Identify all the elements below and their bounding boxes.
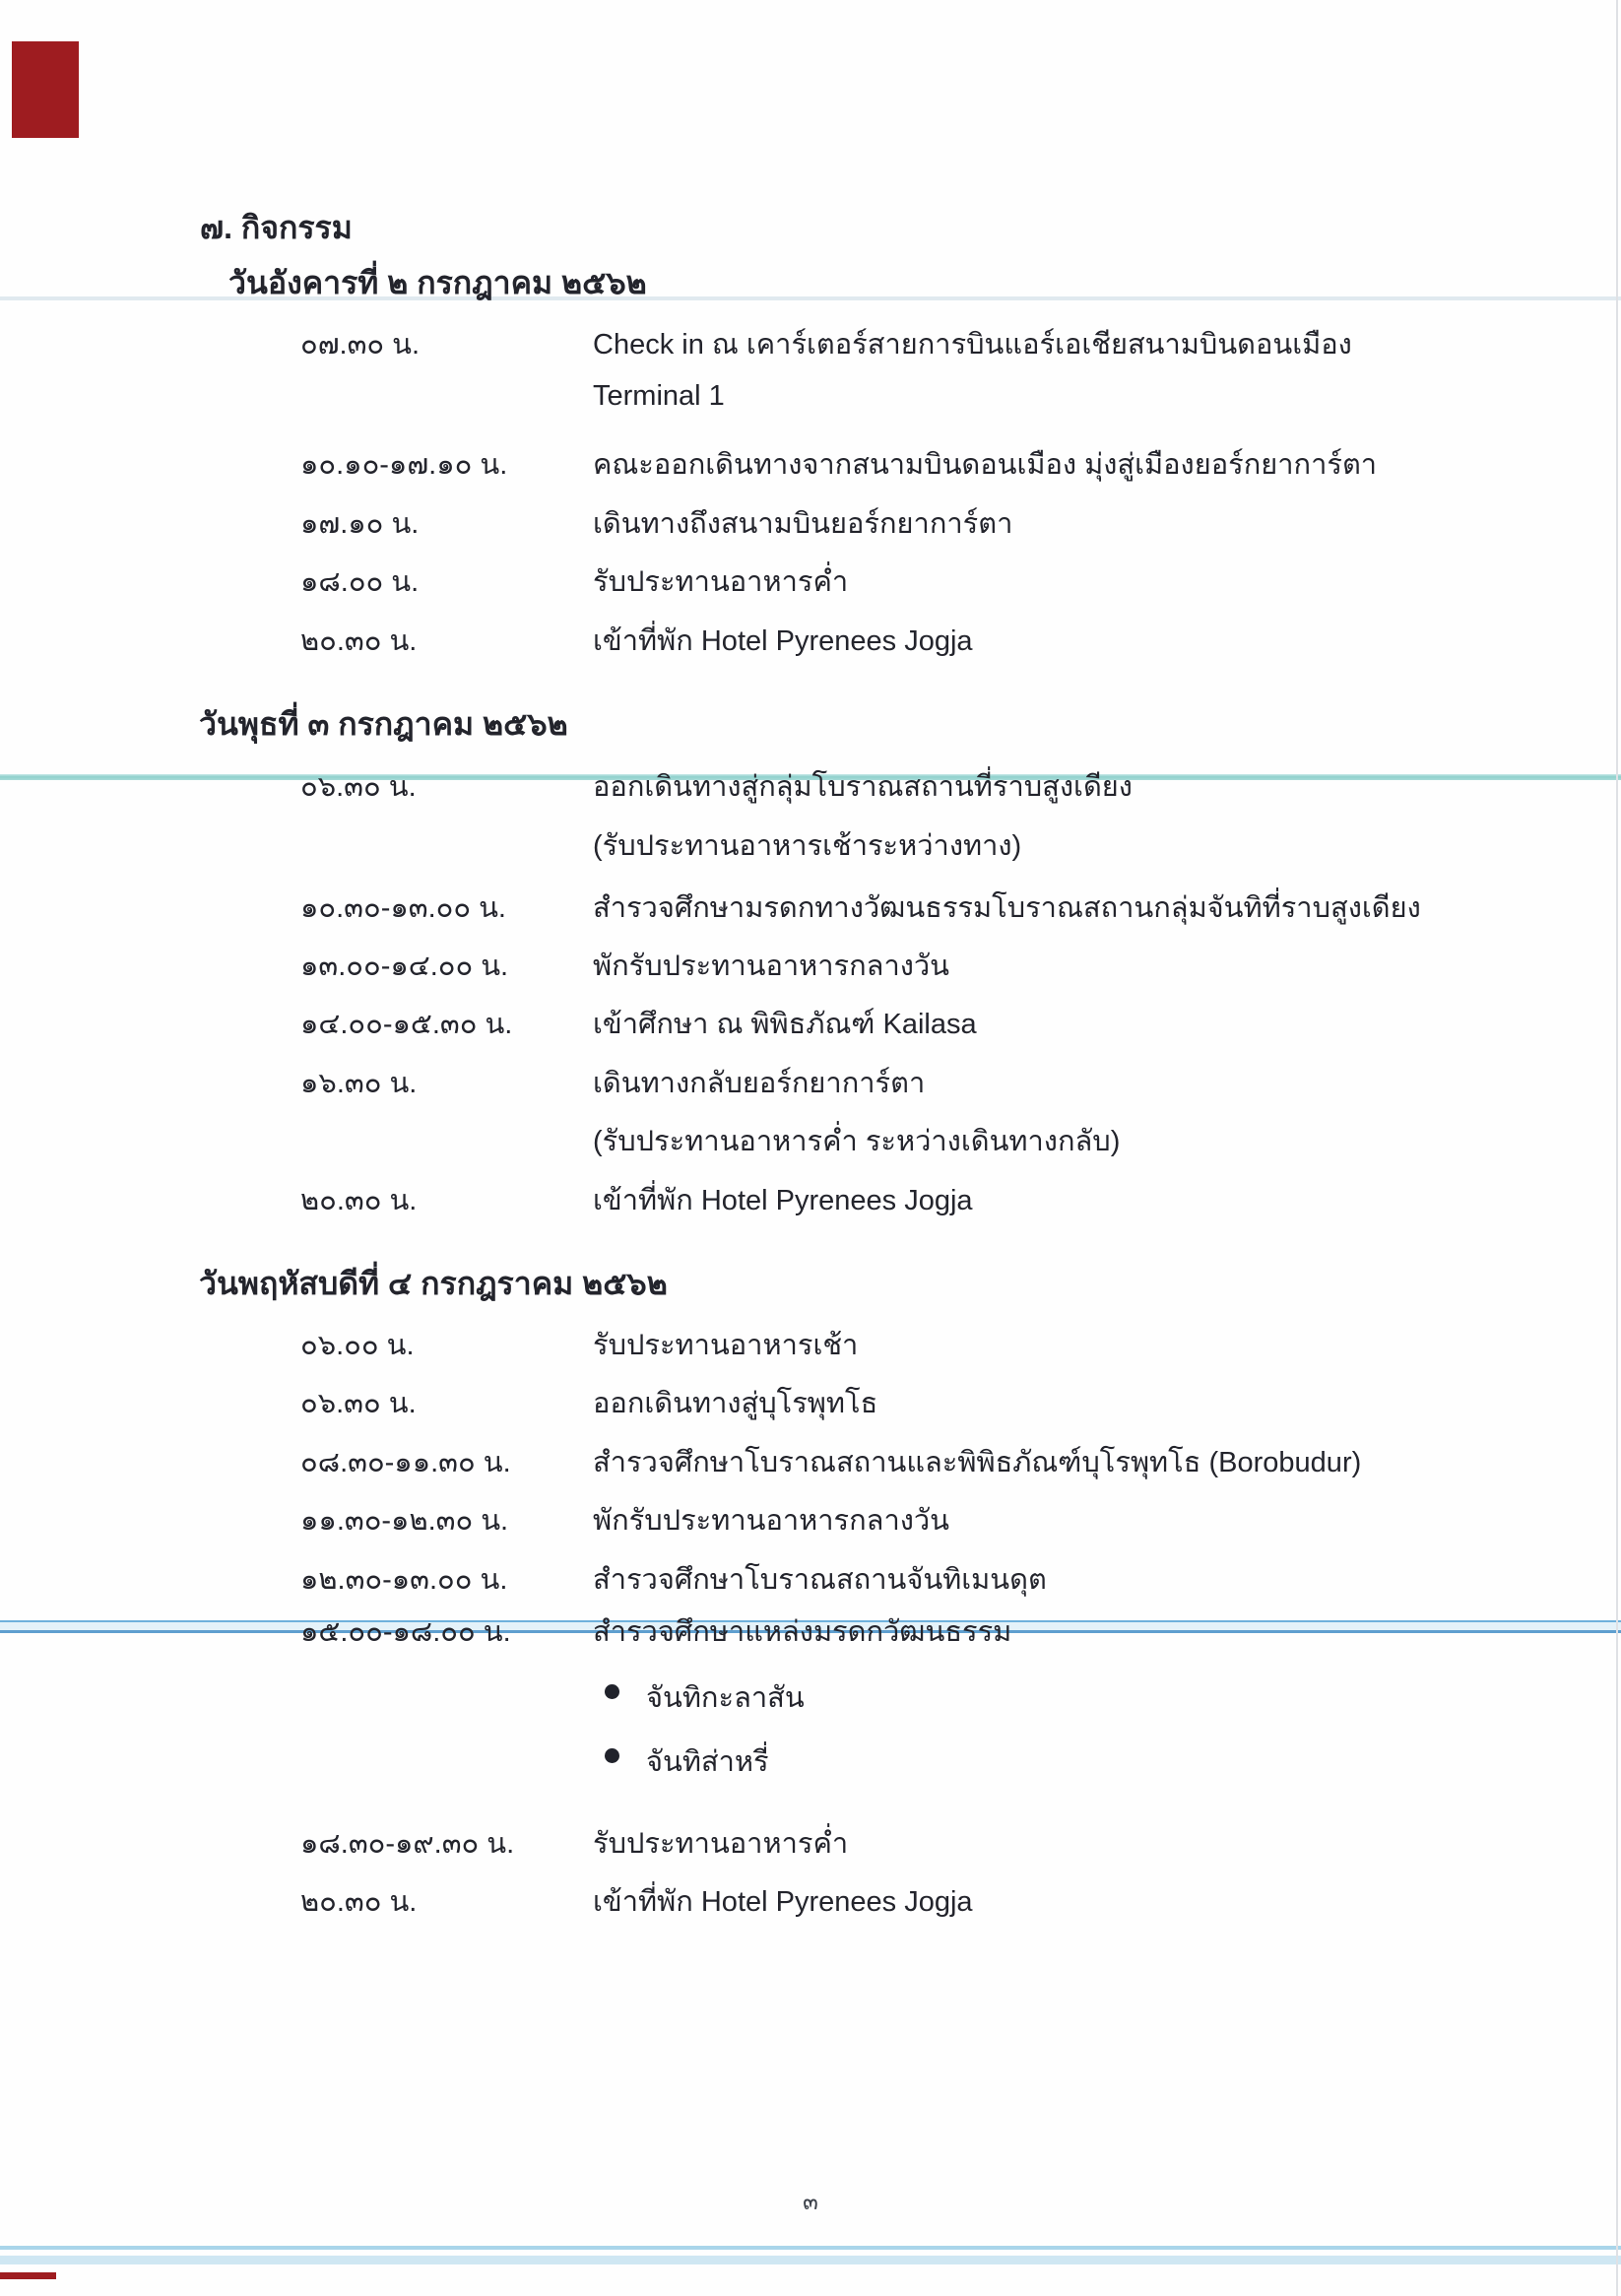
- schedule-row: [0, 822, 1621, 864]
- activity-text: รับประทานอาหารค่ำ: [593, 1828, 849, 1860]
- page-number: ๓: [803, 2189, 818, 2214]
- activity-text: เดินทางถึงสนามบินยอร์กยาการ์ตา: [593, 508, 1013, 540]
- bullet-dot-icon: [605, 1748, 619, 1763]
- time-label: ๑๖.๓๐ น.: [300, 1068, 418, 1099]
- time-label: ๐๖.๐๐ น.: [300, 1330, 415, 1361]
- schedule-row: [0, 943, 1621, 984]
- activity-text: สำรวจศึกษาโบราณสถานและพิพิธภัณฑ์บุโรพุทโธ (Borobudur): [593, 1447, 1362, 1478]
- time-label: ๑๕.๐๐-๑๘.๐๐ น.: [300, 1616, 511, 1648]
- schedule-row: [0, 1322, 1621, 1363]
- activity-text: เดินทางกลับยอร์กยาการ์ตา: [593, 1068, 926, 1099]
- bottom-scan-line-1: [0, 2246, 1621, 2250]
- activity-text: เข้าที่พัก Hotel Pyrenees Jogja: [593, 1886, 973, 1918]
- red-scan-mark: [12, 41, 79, 138]
- time-label: ๐๗.๓๐ น.: [300, 329, 421, 361]
- schedule-row: [0, 500, 1621, 542]
- schedule-row: [0, 1118, 1621, 1159]
- bullet-list-item: [0, 1738, 1621, 1780]
- day-header-tuesday: วันอังคารที่ ๒ กรกฎาคม ๒๕๖๒: [228, 265, 647, 300]
- activity-text: (รับประทานอาหารค่ำ ระหว่างเดินทางกลับ): [593, 1126, 1121, 1157]
- time-label: ๑๘.๐๐ น.: [300, 566, 420, 598]
- time-label: ๒๐.๓๐ น.: [300, 625, 418, 657]
- activity-text: เข้าศึกษา ณ พิพิธภัณฑ์ Kailasa: [593, 1009, 977, 1040]
- activity-text: รับประทานอาหารเช้า: [593, 1330, 859, 1361]
- schedule-row: [0, 1380, 1621, 1421]
- bullet-item-text: จันทิกะลาสัน: [646, 1682, 805, 1714]
- bullet-list-item: [0, 1674, 1621, 1716]
- activity-text: พักรับประทานอาหารกลางวัน: [593, 1505, 950, 1537]
- schedule-row: [0, 321, 1621, 362]
- time-label: ๐๖.๓๐ น.: [300, 771, 417, 803]
- activity-text: (รับประทานอาหารเช้าระหว่างทาง): [593, 830, 1022, 862]
- bottom-red-scan-mark: [0, 2272, 56, 2279]
- bullet-dot-icon: [605, 1684, 619, 1699]
- activity-text: พักรับประทานอาหารกลางวัน: [593, 951, 950, 982]
- time-label: ๑๐.๓๐-๑๓.๐๐ น.: [300, 892, 506, 924]
- schedule-row: [0, 1878, 1621, 1920]
- day-header-thursday: วันพฤหัสบดีที่ ๔ กรกฎราคม ๒๕๖๒: [199, 1266, 668, 1301]
- time-label: ๒๐.๓๐ น.: [300, 1185, 418, 1216]
- schedule-row: [0, 1497, 1621, 1539]
- schedule-row: [0, 1177, 1621, 1218]
- activity-text: ออกเดินทางสู่กลุ่มโบราณสถานที่ราบสูงเดียง: [593, 771, 1133, 803]
- schedule-row: [0, 1556, 1621, 1598]
- activity-text: เข้าที่พัก Hotel Pyrenees Jogja: [593, 625, 973, 657]
- activity-text: รับประทานอาหารค่ำ: [593, 566, 849, 598]
- time-label: ๐๖.๓๐ น.: [300, 1388, 417, 1419]
- activity-text: Terminal 1: [593, 380, 725, 412]
- time-label: ๑๗.๑๐ น.: [300, 508, 420, 540]
- time-label: ๑๘.๓๐-๑๙.๓๐ น.: [300, 1828, 515, 1860]
- schedule-row: [0, 763, 1621, 805]
- schedule-row: [0, 380, 1621, 422]
- time-label: ๑๓.๐๐-๑๔.๐๐ น.: [300, 951, 509, 982]
- activity-text: เข้าที่พัก Hotel Pyrenees Jogja: [593, 1185, 973, 1216]
- time-label: ๑๐.๑๐-๑๗.๑๐ น.: [300, 449, 508, 481]
- time-label: ๐๘.๓๐-๑๑.๓๐ น.: [300, 1447, 511, 1478]
- schedule-row: [0, 1820, 1621, 1862]
- section-heading: ๗. กิจกรรม: [200, 210, 353, 245]
- schedule-row: [0, 441, 1621, 483]
- bullet-item-text: จันทิส่าหรี่: [646, 1746, 769, 1778]
- time-label: ๑๔.๐๐-๑๕.๓๐ น.: [300, 1009, 513, 1040]
- activity-text: สำรวจศึกษาโบราณสถานจันทิเมนดุต: [593, 1564, 1047, 1596]
- schedule-row: [0, 618, 1621, 659]
- time-label: ๑๑.๓๐-๑๒.๓๐ น.: [300, 1505, 509, 1537]
- activity-text: คณะออกเดินทางจากสนามบินดอนเมือง มุ่งสู่เมืองยอร์กยาการ์ตา: [593, 449, 1378, 481]
- activity-text: สำรวจศึกษามรดกทางวัฒนธรรมโบราณสถานกลุ่มจันทิที่ราบสูงเดียง: [593, 892, 1421, 924]
- schedule-row: [0, 1608, 1621, 1650]
- activity-text: สำรวจศึกษาแหล่งมรดกวัฒนธรรม: [593, 1616, 1012, 1648]
- schedule-row: [0, 885, 1621, 926]
- time-label: ๒๐.๓๐ น.: [300, 1886, 418, 1918]
- activity-text: Check in ณ เคาร์เตอร์สายการบินแอร์เอเชียสนามบินดอนเมือง: [593, 329, 1352, 361]
- schedule-row: [0, 1439, 1621, 1480]
- day-header-wednesday: วันพุธที่ ๓ กรกฎาคม ๒๕๖๒: [199, 706, 568, 742]
- schedule-row: [0, 1001, 1621, 1042]
- time-label: ๑๒.๓๐-๑๓.๐๐ น.: [300, 1564, 508, 1596]
- activity-text: ออกเดินทางสู่บุโรพุทโธ: [593, 1388, 878, 1419]
- schedule-row: [0, 1060, 1621, 1101]
- schedule-row: [0, 558, 1621, 600]
- bottom-scan-line-2: [0, 2256, 1621, 2264]
